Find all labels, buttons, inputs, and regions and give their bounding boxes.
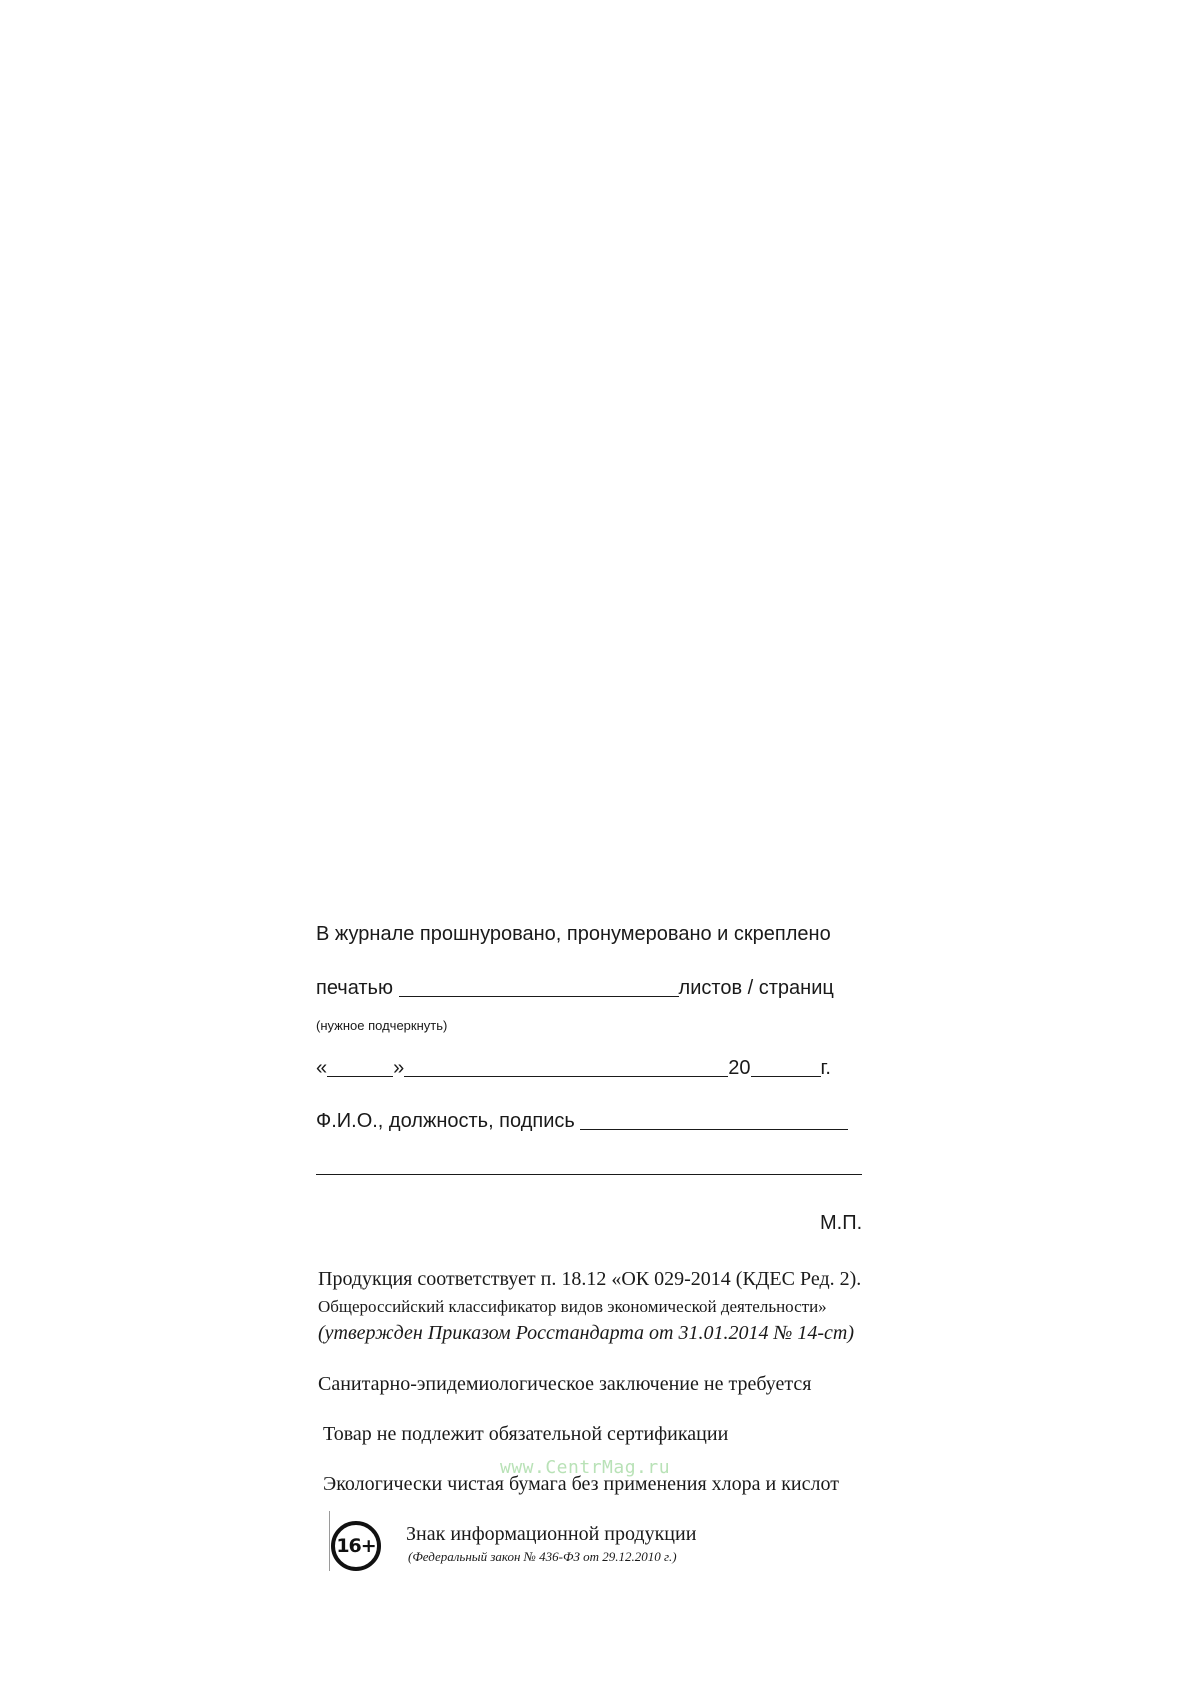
month-blank	[404, 1055, 728, 1077]
sheets-suffix: листов / страниц	[678, 977, 834, 999]
year-prefix: 20	[728, 1057, 751, 1079]
day-blank	[327, 1055, 393, 1077]
signature-blank	[580, 1108, 848, 1130]
site-watermark: www.CentrMag.ru	[500, 1457, 671, 1478]
signature-extra-line	[316, 1174, 862, 1175]
sanitary-note: Санитарно-эпидемиологическое заключение не требуется	[318, 1373, 812, 1395]
age-rating-text: 16+	[336, 1535, 376, 1557]
compliance-statement: Продукция соответствует п. 18.12 «ОК 029-2014 (КДЕС Ред. 2).	[318, 1268, 862, 1290]
sheets-prefix: печатью	[316, 977, 393, 999]
binding-statement: В журнале прошнуровано, пронумеровано и скреплено	[316, 923, 831, 945]
badge-divider	[329, 1511, 330, 1571]
signature-row	[316, 1108, 848, 1133]
info-product-label: Знак информационной продукции	[406, 1523, 697, 1545]
classifier-name: Общероссийский классификатор видов экономической деятельности»	[318, 1297, 827, 1316]
age-rating-icon	[331, 1521, 381, 1571]
info-product-law: (Федеральный закон № 436-ФЗ от 29.12.2010 г.)	[408, 1549, 677, 1564]
underline-hint: (нужное подчеркнуть)	[316, 1018, 448, 1033]
certification-note: Товар не подлежит обязательной сертификации	[323, 1423, 729, 1445]
year-blank	[751, 1055, 821, 1077]
date-close-quote: »	[393, 1057, 405, 1079]
date-open-quote: «	[316, 1057, 328, 1079]
seal-place: М.П.	[820, 1212, 863, 1234]
ecology-note: Экологически чистая бумага без применения хлора и кислот	[323, 1473, 839, 1495]
sheets-count-row	[316, 975, 834, 1000]
date-row	[316, 1055, 831, 1080]
year-suffix: г.	[820, 1057, 831, 1079]
sheets-count-blank	[399, 975, 679, 997]
signature-label: Ф.И.О., должность, подпись	[316, 1110, 575, 1132]
approval-note: (утвержден Приказом Росстандарта от 31.01.2014 № 14-ст)	[318, 1322, 854, 1344]
